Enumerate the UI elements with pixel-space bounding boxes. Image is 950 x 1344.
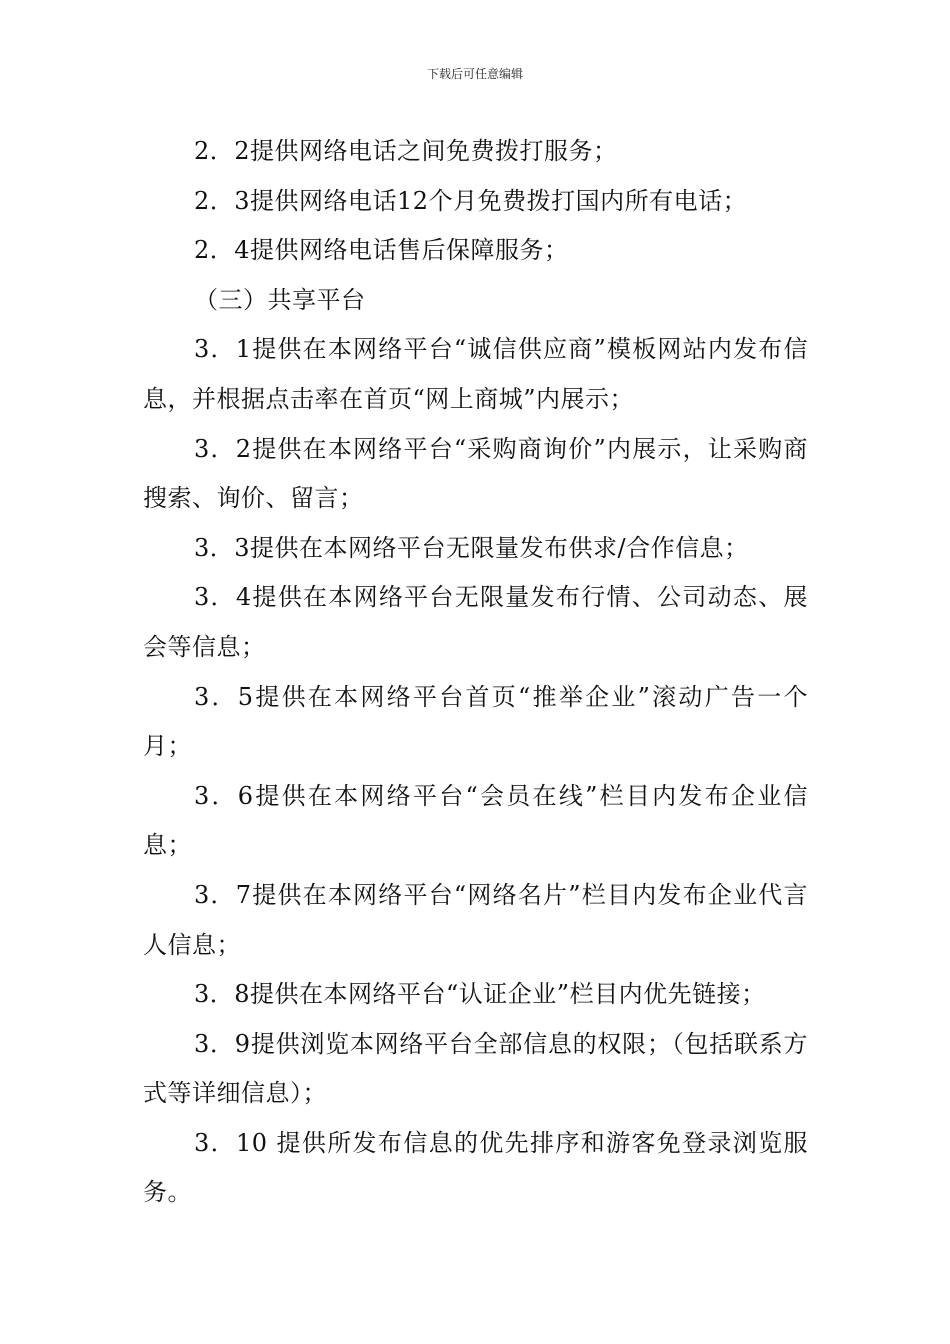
paragraph-3-2: 3．2提供在本网络平台“采购商询价”内展示，让采购商搜索、询价、留言； (143, 434, 808, 513)
paragraph-3-1: 3．1提供在本网络平台“诚信供应商”模板网站内发布信息，并根据点击率在首页“网上商城”内展示； (143, 335, 808, 413)
paragraph-3-6: 3．6提供在本网络平台“会员在线”栏目内发布企业信息； (143, 781, 808, 860)
paragraph-3-7: 3．7提供在本网络平台“网络名片”栏目内发布企业代言人信息； (143, 880, 808, 959)
paragraph-3-3: 3．3提供在本网络平台无限量发布供求/合作信息； (194, 533, 749, 562)
paragraph-3-10: 3．10 提供所发布信息的优先排序和游客免登录浏览服务。 (143, 1128, 808, 1207)
paragraph-3-5: 3．5提供在本网络平台首页“推举企业”滚动广告一个月； (143, 682, 808, 761)
section-heading-shared-platform: （三）共享平台 (194, 285, 366, 314)
header-note: 下载后可任意编辑 (426, 67, 523, 81)
paragraph-2-4: 2．4提供网络电话售后保障服务； (194, 236, 569, 265)
document-body (143, 127, 808, 1218)
paragraph-3-9: 3．9提供浏览本网络平台全部信息的权限；（包括联系方式等详细信息）； (143, 1029, 808, 1108)
paragraph-2-2: 2．2提供网络电话之间免费拨打服务； (194, 137, 618, 165)
paragraph-2-3: 2．3提供网络电话12个月免费拨打国内所有电话； (194, 186, 748, 215)
paragraph-3-8: 3．8提供在本网络平台“认证企业”栏目内优先链接； (194, 980, 766, 1009)
paragraph-3-4: 3．4提供在本网络平台无限量发布行情、公司动态、展会等信息； (143, 583, 808, 661)
